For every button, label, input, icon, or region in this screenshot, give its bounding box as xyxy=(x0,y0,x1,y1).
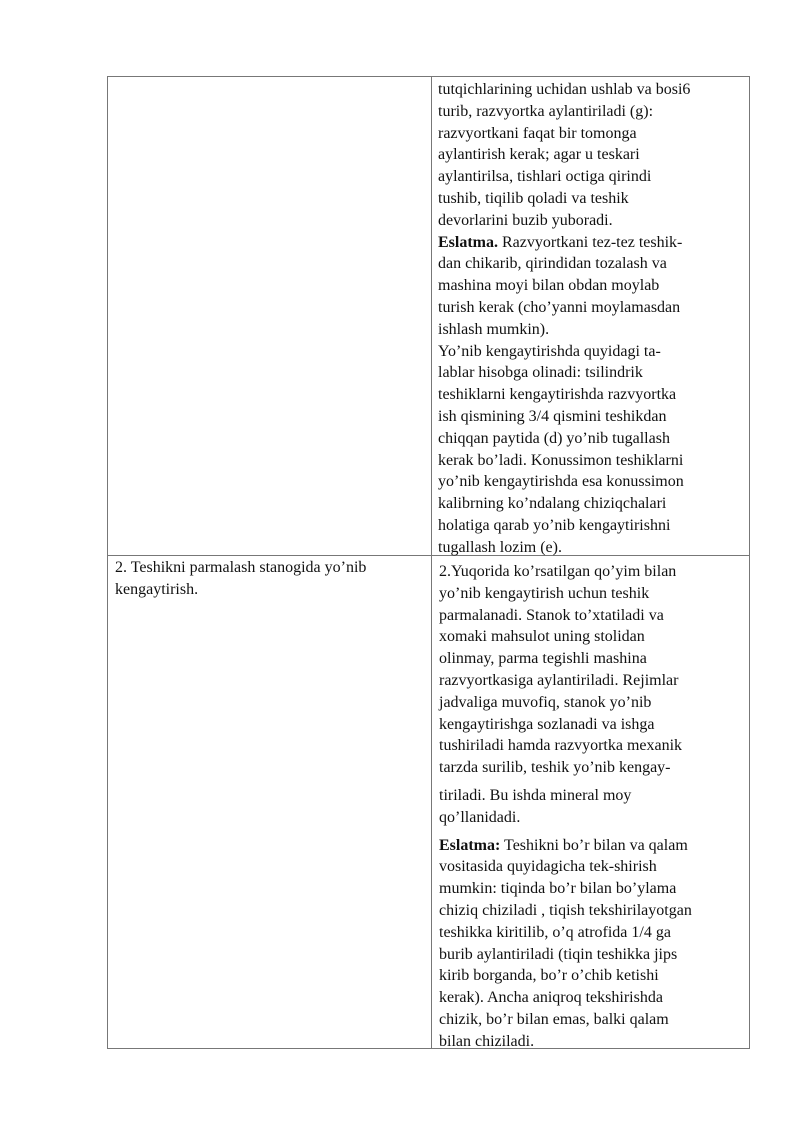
row2-left-cell xyxy=(115,557,427,601)
row1-procedure-text: tutqichlarining uchidan ushlab va bosi6 turib, razvyortka aylantiriladi (g): razvyortkani faqat bir tomonga aylantirish kerak; agar u teskari aylantirilsa, tishlari octiga qirindi tushib, tiqilib qoladi va teshik devorlarini buzib yuboradi. xyxy=(438,81,691,229)
row2-note: Eslatma: Teshikni bo’r bilan va qalam vositasida quyidagicha tek-shirish mumkin: tiqinda bo’r bilan bo’ylama chiziq chiziladi , tiqish tekshirilayotgan teshikka kiritilib, o’q atrofida 1/4 ga burib aylantiriladi (tiqin teshikka jips kirib borganda, bo’r o’chib ketishi kerak). Ancha aniqroq tekshirishda chizik, bo’r bilan emas, balki qalam bilan chiziladi. xyxy=(439,836,692,1050)
note-label: Eslatma. xyxy=(438,233,498,251)
row1-note: Eslatma. Razvyortkani tez-tez teshik- dan chikarib, qirindidan tozalash va mashina moyi bilan obdan moylab turish kerak (cho’yanni moylamasdan ishlash mumkin). Yo’nib kengaytirishda quyidagi ta- lablar hisobga olinadi: tsilindrik teshiklarni kengaytirishda razvyortka ish qismining 3/4 qismini teshikdan chiqqan paytida (d) yo’nib tugallash kerak bo’ladi. Konussimon teshiklarni yo’nib kengaytirishda esa konussimon kalibrning ko’ndalang chiziqchalari holatiga qarab yo’nib kengaytirishni tugallash lozim (e). xyxy=(438,233,684,556)
step-title-cont: kengaytirish. xyxy=(115,580,199,598)
row2-procedure-text: 2.Yuqorida ko’rsatilgan qo’yim bilan yo’nib kengaytirish uchun teshik parmalanadi. Stanok to’xtatiladi va xomaki mahsulot uning stolidan olinmay, parma tegishli mashina razvyortkasiga aylantiriladi. Rejimlar jadvaliga muvofiq, stanok yo’nib kengaytirishga sozlanadi va ishga tushiriladi hamda razvyortka mexanik tarzda surilib, teshik yo’nib kengay- tiriladi. Bu ishda mineral moy qo’llanidadi. xyxy=(439,563,683,826)
column-divider xyxy=(431,77,432,1048)
row1-right-cell xyxy=(438,79,748,559)
content-table xyxy=(107,76,750,1049)
row2-right-cell xyxy=(439,561,749,1053)
step-title: 2. Teshikni parmalash stanogida yo’nib xyxy=(115,559,367,576)
note-label: Eslatma: xyxy=(439,836,501,854)
